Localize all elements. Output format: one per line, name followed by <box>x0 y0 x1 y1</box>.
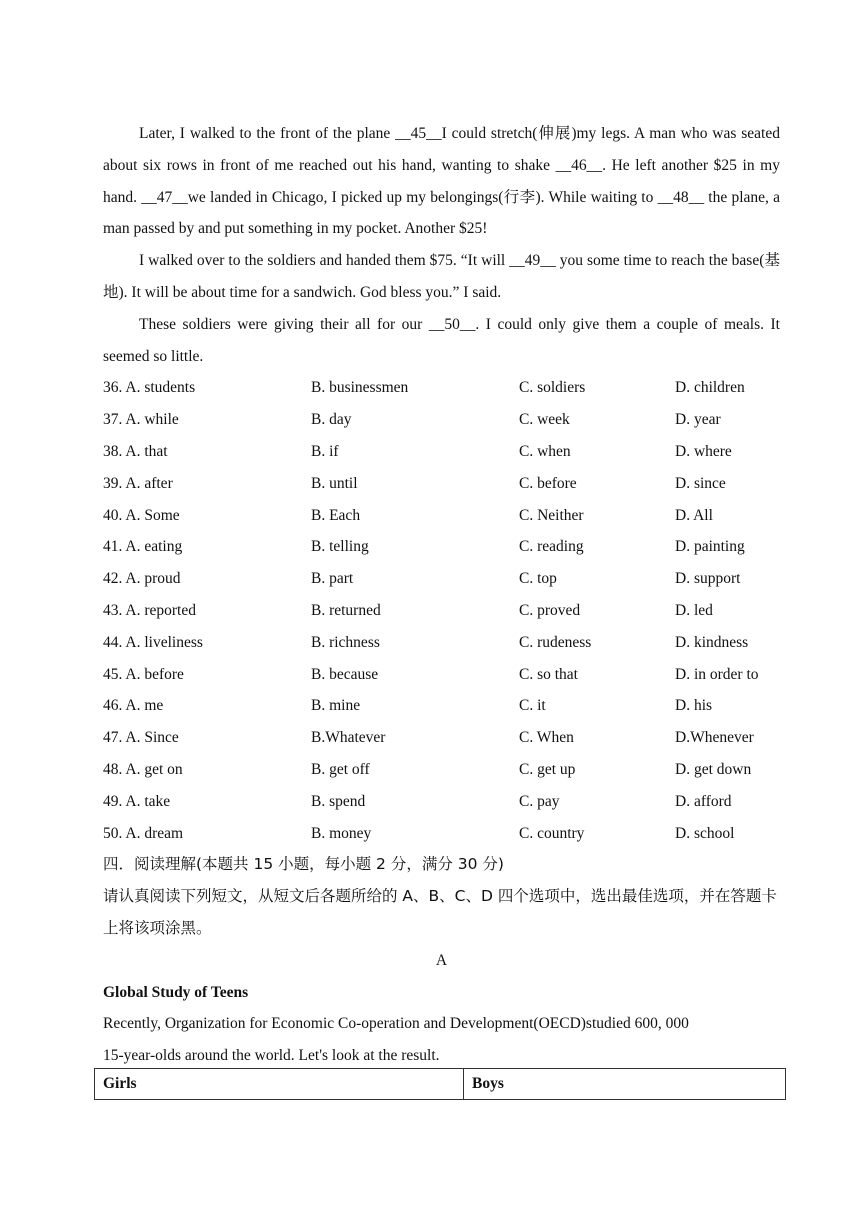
option-choice: B. spend <box>311 792 366 810</box>
paragraph-3: These soldiers were giving their all for our __50__. I could only give them a couple of meals. It seemed so little. <box>103 315 780 365</box>
option-choice: 36. A. students <box>103 379 196 397</box>
table-header-girls: Girls <box>95 1069 464 1100</box>
option-choice: 40. A. Some <box>103 506 180 524</box>
option-row <box>103 563 780 595</box>
option-row <box>103 404 780 436</box>
option-choice: B. mine <box>311 697 361 715</box>
option-choice: D. painting <box>675 538 745 556</box>
option-choice: 45. A. before <box>103 665 184 683</box>
option-choice: D. where <box>675 442 732 460</box>
option-choice: B.Whatever <box>311 729 386 747</box>
option-row <box>103 786 780 818</box>
section-heading: 四．阅读理解(本题共 15 小题，每小题 2 分，满分 30 分) <box>103 855 504 874</box>
option-choice: 39. A. after <box>103 474 173 492</box>
option-choice: C. proved <box>519 601 581 619</box>
option-choice: D. kindness <box>675 633 749 651</box>
option-choice: 50. A. dream <box>103 824 184 842</box>
paragraph-1: Later, I walked to the front of the plane __45__I could stretch(伸展)my legs. A man who was seated about six rows in front of me reached out his hand, wanting to shake __46__. He left another $25 in my hand. __47__we landed in Chicago, I picked up my belongings(行李). While waiting to __48__ the plane, a man passed by and put something in my pocket. Another $25! <box>103 125 780 238</box>
option-choice: D. school <box>675 824 735 842</box>
option-choice: C. rudeness <box>519 633 592 651</box>
option-choice: 47. A. Since <box>103 729 179 747</box>
option-row <box>103 372 780 404</box>
option-choice: C. so that <box>519 665 578 683</box>
passage-intro-line-2: 15-year-olds around the world. Let's look at the result. <box>103 1047 440 1065</box>
passage-title: Global Study of Teens <box>103 983 249 1001</box>
option-choice: 44. A. liveliness <box>103 633 203 651</box>
options-list <box>103 372 780 849</box>
option-choice: 48. A. get on <box>103 760 183 778</box>
option-row <box>103 627 780 659</box>
option-row <box>103 500 780 532</box>
option-choice: D. in order to <box>675 665 759 683</box>
section-instruction: 请认真阅读下列短文，从短文后各题所给的 A、B、C、D 四个选项中，选出最佳选项，并在答题卡上将该项涂黑。 <box>103 887 777 937</box>
passage-letter: A <box>435 951 448 969</box>
table-header-boys: Boys <box>464 1069 786 1100</box>
paragraph-2: I walked over to the soldiers and handed them $75. “It will __49__ you some time to reach the base(基地). It will be about time for a sandwich. God bless you.” I said. <box>103 252 780 301</box>
option-choice: D. children <box>675 379 745 397</box>
option-choice: 37. A. while <box>103 411 179 429</box>
option-choice: B. businessmen <box>311 379 409 397</box>
option-choice: B. get off <box>311 760 370 778</box>
option-choice: C. top <box>519 570 557 588</box>
option-row <box>103 468 780 500</box>
option-row <box>103 436 780 468</box>
option-row <box>103 595 780 627</box>
option-row <box>103 818 780 850</box>
option-choice: B. telling <box>311 538 369 556</box>
option-choice: D. since <box>675 474 726 492</box>
option-choice: C. pay <box>519 792 560 810</box>
option-choice: D. All <box>675 506 713 524</box>
option-choice: D. support <box>675 570 741 588</box>
option-choice: C. Neither <box>519 506 584 524</box>
option-choice: B. Each <box>311 506 361 524</box>
option-choice: D. his <box>675 697 713 715</box>
table-header-row <box>95 1069 786 1100</box>
option-choice: 49. A. take <box>103 792 171 810</box>
option-choice: B. day <box>311 411 352 429</box>
document-page <box>103 118 780 1072</box>
option-choice: B. if <box>311 442 339 460</box>
option-row <box>103 659 780 691</box>
option-choice: B. because <box>311 665 379 683</box>
option-choice: C. soldiers <box>519 379 586 397</box>
option-choice: D. led <box>675 601 713 619</box>
option-choice: 46. A. me <box>103 697 164 715</box>
option-choice: C. country <box>519 824 585 842</box>
option-choice: C. week <box>519 411 570 429</box>
option-choice: D. get down <box>675 760 752 778</box>
option-choice: 43. A. reported <box>103 601 196 619</box>
option-choice: 41. A. eating <box>103 538 183 556</box>
option-row <box>103 690 780 722</box>
option-choice: C. get up <box>519 760 576 778</box>
results-table <box>94 1068 786 1100</box>
option-choice: C. it <box>519 697 546 715</box>
option-choice: C. reading <box>519 538 584 556</box>
option-choice: B. richness <box>311 633 380 651</box>
option-choice: C. before <box>519 474 577 492</box>
option-row <box>103 531 780 563</box>
option-choice: B. returned <box>311 601 381 619</box>
option-choice: D. afford <box>675 792 732 810</box>
option-choice: 38. A. that <box>103 442 168 460</box>
option-choice: C. When <box>519 729 574 747</box>
option-choice: D. year <box>675 411 721 429</box>
option-choice: B. until <box>311 474 358 492</box>
option-row <box>103 754 780 786</box>
option-choice: B. money <box>311 824 372 842</box>
option-choice: B. part <box>311 570 354 588</box>
option-choice: 42. A. proud <box>103 570 181 588</box>
option-choice: C. when <box>519 442 571 460</box>
option-row <box>103 722 780 754</box>
passage-intro-line-1: Recently, Organization for Economic Co-operation and Development(OECD)studied 600, 000 <box>103 1015 689 1033</box>
option-choice: D.Whenever <box>675 729 754 747</box>
